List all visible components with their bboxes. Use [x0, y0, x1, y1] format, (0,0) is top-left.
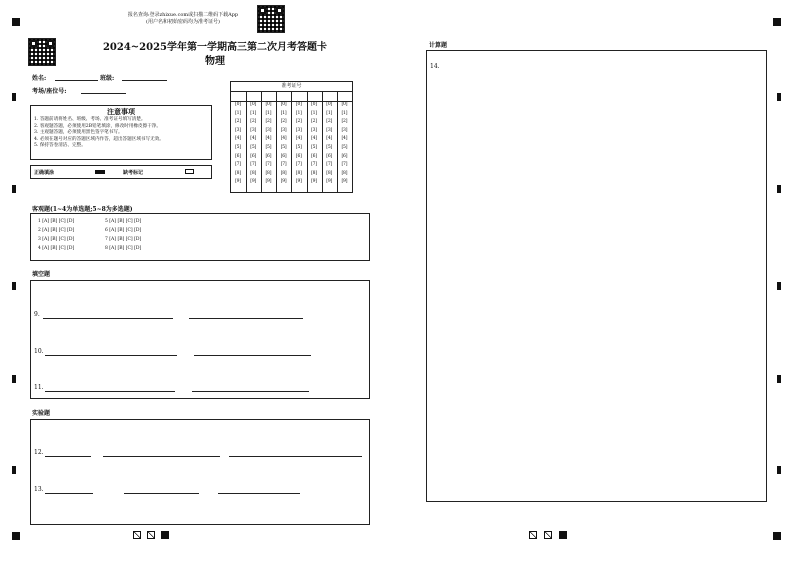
page-mark-slash	[133, 531, 141, 539]
notes-item: 4. 必须在题号对应的答题区域内作答，超出答题区域书写无效。	[34, 136, 164, 142]
timing-mark	[777, 185, 781, 193]
q13-blank-2[interactable]	[124, 493, 199, 494]
ticket-digit-bubble[interactable]: [3]	[311, 127, 317, 133]
ticket-digit-bubble[interactable]: [2]	[326, 119, 333, 125]
timing-mark	[12, 466, 16, 474]
exam-title: 2024~2025学年第一学期高三第二次月考答题卡	[102, 42, 328, 53]
objective-title: 客观题(1~4为单选题;5~8为多选题)	[32, 206, 133, 213]
q10-label: 10.	[34, 348, 44, 355]
ticket-digit-bubble[interactable]: [0]	[341, 102, 348, 107]
ticket-digit-bubble[interactable]: [4]	[250, 136, 257, 142]
mc-row[interactable]: 4 [A] [B] [C] [D]	[38, 246, 75, 251]
q12-blank-3[interactable]	[229, 456, 362, 457]
ticket-digit-bubble[interactable]: [9]	[295, 179, 302, 185]
ticket-digit-bubble[interactable]: [8]	[311, 170, 317, 176]
ticket-digit-bubble[interactable]: [3]	[326, 127, 333, 133]
qr-code-icon	[28, 38, 56, 66]
ticket-digit-bubble[interactable]: [6]	[326, 153, 333, 159]
timing-mark	[777, 93, 781, 101]
absent-mark-checkbox[interactable]	[185, 169, 194, 174]
ticket-digit-bubble[interactable]: [0]	[280, 102, 287, 107]
timing-mark	[12, 185, 16, 193]
mc-row[interactable]: 6 [A] [B] [C] [D]	[105, 228, 142, 233]
q9-blank-1[interactable]	[43, 318, 173, 319]
ticket-digit-column	[247, 101, 259, 187]
mc-row[interactable]: 5 [A] [B] [C] [D]	[105, 219, 142, 224]
ticket-digit-bubble[interactable]: [4]	[235, 136, 241, 142]
class-field[interactable]	[122, 80, 167, 81]
q12-blank-1[interactable]	[45, 456, 91, 457]
notes-item: 2. 客观题答题，必须使用2B铅笔填涂，修改时用橡皮擦干净。	[34, 123, 161, 129]
absent-mark-label: 缺考标记	[123, 170, 144, 176]
ticket-digit-bubble[interactable]: [1]	[311, 110, 317, 116]
q13-label: 13.	[34, 486, 44, 493]
ticket-digit-bubble[interactable]: [7]	[341, 162, 348, 168]
ticket-digit-bubble[interactable]: [8]	[295, 170, 302, 176]
ticket-digit-bubble[interactable]: [8]	[265, 170, 272, 176]
ticket-digit-bubble[interactable]: [5]	[295, 144, 302, 150]
ticket-digit-bubble[interactable]: [3]	[235, 127, 241, 133]
ticket-digit-bubble[interactable]: [3]	[265, 127, 272, 133]
q10-blank-1[interactable]	[45, 355, 177, 356]
ticket-digit-bubble[interactable]: [7]	[265, 162, 272, 168]
ticket-digit-bubble[interactable]: [9]	[326, 179, 333, 185]
ticket-digit-column	[293, 101, 305, 187]
class-label: 班级:	[100, 75, 115, 82]
q11-blank-2[interactable]	[192, 391, 309, 392]
ticket-digit-bubble[interactable]: [2]	[250, 119, 257, 125]
ticket-digit-bubble[interactable]: [5]	[326, 144, 333, 150]
name-field[interactable]	[55, 80, 98, 81]
ticket-digit-bubble[interactable]: [7]	[295, 162, 302, 168]
timing-mark	[777, 282, 781, 290]
ticket-digit-bubble[interactable]: [1]	[235, 110, 241, 116]
ticket-digit-bubble[interactable]: [8]	[250, 170, 257, 176]
corner-mark-tr	[773, 18, 781, 26]
ticket-digit-bubble[interactable]: [1]	[295, 110, 302, 116]
ticket-digit-bubble[interactable]: [2]	[265, 119, 272, 125]
ticket-digit-bubble[interactable]: [0]	[326, 102, 333, 107]
ticket-digit-bubble[interactable]: [7]	[250, 162, 257, 168]
ticket-digit-bubble[interactable]: [9]	[280, 179, 287, 185]
q12-label: 12.	[34, 449, 44, 456]
mc-row[interactable]: 8 [A] [B] [C] [D]	[105, 246, 142, 251]
ticket-digit-bubble[interactable]: [3]	[280, 127, 287, 133]
notice-line-1: 报名查询:登录zhixue.com或扫描二维码下载App	[127, 12, 239, 18]
ticket-digit-column	[338, 101, 350, 187]
ticket-digit-bubble[interactable]: [6]	[280, 153, 287, 159]
ticket-digit-bubble[interactable]: [0]	[311, 102, 317, 107]
ticket-digit-bubble[interactable]: [0]	[250, 102, 257, 107]
ticket-digit-bubble[interactable]: [8]	[235, 170, 241, 176]
ticket-digit-bubble[interactable]: [8]	[280, 170, 287, 176]
fill-title: 填空题	[32, 271, 51, 278]
correct-fill-sample	[95, 170, 105, 174]
corner-mark-bl	[12, 532, 20, 540]
q11-blank-1[interactable]	[45, 391, 175, 392]
ticket-digit-bubble[interactable]: [1]	[280, 110, 287, 116]
timing-mark	[777, 375, 781, 383]
ticket-digit-bubble[interactable]: [5]	[341, 144, 348, 150]
corner-mark-tl	[12, 18, 20, 26]
ticket-digit-bubble[interactable]: [7]	[326, 162, 333, 168]
name-label: 姓名:	[32, 75, 47, 82]
q14-label: 14.	[430, 63, 440, 70]
ticket-digit-bubble[interactable]: [9]	[235, 179, 241, 185]
page-mark-solid	[559, 531, 567, 539]
ticket-digit-bubble[interactable]: [0]	[295, 102, 302, 107]
ticket-digit-bubble[interactable]: [2]	[235, 119, 241, 125]
ticket-digit-bubble[interactable]: [1]	[250, 110, 257, 116]
ticket-digit-bubble[interactable]: [2]	[341, 119, 348, 125]
q12-blank-2[interactable]	[103, 456, 220, 457]
ticket-digit-bubble[interactable]: [4]	[326, 136, 333, 142]
objective-box	[30, 213, 370, 261]
page-mark-solid	[161, 531, 169, 539]
ticket-digit-bubble[interactable]: [5]	[280, 144, 287, 150]
ticket-digit-bubble[interactable]: [4]	[265, 136, 272, 142]
ticket-digit-bubble[interactable]: [2]	[311, 119, 317, 125]
timing-mark	[12, 93, 16, 101]
ticket-digit-bubble[interactable]: [5]	[265, 144, 272, 150]
ticket-digit-column	[308, 101, 320, 187]
calc-title: 计算题	[429, 42, 448, 49]
q13-blank-1[interactable]	[45, 493, 93, 494]
ticket-digit-bubble[interactable]: [3]	[250, 127, 257, 133]
page-mark-slash	[147, 531, 155, 539]
mc-row[interactable]: 1 [A] [B] [C] [D]	[38, 219, 75, 224]
ticket-digit-bubble[interactable]: [4]	[341, 136, 348, 142]
ticket-digit-bubble[interactable]: [4]	[295, 136, 302, 142]
timing-mark	[12, 375, 16, 383]
ticket-digit-bubble[interactable]: [5]	[311, 144, 317, 150]
ticket-digit-bubble[interactable]: [2]	[295, 119, 302, 125]
timing-mark	[12, 282, 16, 290]
ticket-title: 准考证号	[231, 82, 352, 92]
ticket-digit-bubble[interactable]: [4]	[311, 136, 317, 142]
ticket-digit-bubble[interactable]: [8]	[341, 170, 348, 176]
ticket-digit-bubble[interactable]: [2]	[280, 119, 287, 125]
ticket-digit-bubble[interactable]: [9]	[250, 179, 257, 185]
ticket-digit-bubble[interactable]: [1]	[341, 110, 348, 116]
notes-box	[30, 105, 212, 160]
ticket-digit-column	[323, 101, 335, 187]
timing-mark	[777, 466, 781, 474]
page-mark-slash	[544, 531, 552, 539]
corner-mark-br	[773, 532, 781, 540]
correct-fill-label: 正确填涂	[34, 170, 55, 176]
q10-blank-2[interactable]	[194, 355, 311, 356]
qr-code-icon	[257, 5, 285, 33]
ticket-digit-bubble[interactable]: [0]	[265, 102, 272, 107]
notes-item: 3. 主观题答题，必须使用黑色签字笔书写。	[34, 130, 123, 136]
room-seat-field[interactable]	[81, 93, 126, 94]
ticket-digit-bubble[interactable]: [6]	[341, 153, 348, 159]
ticket-digit-bubble[interactable]: [6]	[235, 153, 241, 159]
q9-label: 9.	[34, 311, 40, 318]
calc-answer-area[interactable]	[426, 50, 767, 502]
subject-title: 物理	[205, 56, 225, 67]
ticket-digit-column	[232, 101, 244, 187]
notes-title: 注意事项	[107, 107, 135, 116]
experiment-box	[30, 419, 370, 525]
q13-blank-3[interactable]	[218, 493, 300, 494]
page-mark-slash	[529, 531, 537, 539]
ticket-digit-column	[278, 101, 290, 187]
notes-item: 1. 答题前请将姓名、班级、考场、准考证号填写清楚。	[34, 117, 146, 122]
ticket-digit-column	[262, 101, 274, 187]
ticket-digit-bubble[interactable]: [9]	[265, 179, 272, 185]
ticket-digit-bubble[interactable]: [4]	[280, 136, 287, 142]
ticket-digit-bubble[interactable]: [9]	[341, 179, 348, 185]
ticket-digit-bubble[interactable]: [9]	[311, 179, 317, 185]
q11-label: 11.	[34, 384, 44, 391]
ticket-digit-bubble[interactable]: [0]	[235, 102, 241, 107]
ticket-digit-bubble[interactable]: [6]	[250, 153, 257, 159]
experiment-title: 实验题	[32, 410, 51, 417]
ticket-digit-bubble[interactable]: [7]	[280, 162, 287, 168]
mc-row[interactable]: 2 [A] [B] [C] [D]	[38, 228, 75, 233]
fill-legend-box	[30, 165, 212, 179]
ticket-digit-bubble[interactable]: [3]	[295, 127, 302, 133]
ticket-digit-bubble[interactable]: [6]	[311, 153, 317, 159]
notes-item: 5. 保持答卷清洁、完整。	[34, 143, 86, 149]
ticket-digit-bubble[interactable]: [3]	[341, 127, 348, 133]
ticket-digit-bubble[interactable]: [6]	[265, 153, 272, 159]
mc-row[interactable]: 7 [A] [B] [C] [D]	[105, 237, 142, 242]
room-label: 考场/座位号:	[32, 88, 67, 95]
q9-blank-2[interactable]	[189, 318, 303, 319]
ticket-digit-bubble[interactable]: [7]	[235, 162, 241, 168]
ticket-digit-bubble[interactable]: [7]	[311, 162, 317, 168]
ticket-digit-bubble[interactable]: [5]	[235, 144, 241, 150]
ticket-digit-bubble[interactable]: [6]	[295, 153, 302, 159]
mc-row[interactable]: 3 [A] [B] [C] [D]	[38, 237, 75, 242]
ticket-digit-bubble[interactable]: [8]	[326, 170, 333, 176]
notice-line-2: (用户名和初始密码均为准考证号)	[146, 19, 220, 25]
ticket-digit-bubble[interactable]: [1]	[326, 110, 333, 116]
ticket-digit-bubble[interactable]: [1]	[265, 110, 272, 116]
fill-box	[30, 280, 370, 399]
ticket-digit-bubble[interactable]: [5]	[250, 144, 257, 150]
